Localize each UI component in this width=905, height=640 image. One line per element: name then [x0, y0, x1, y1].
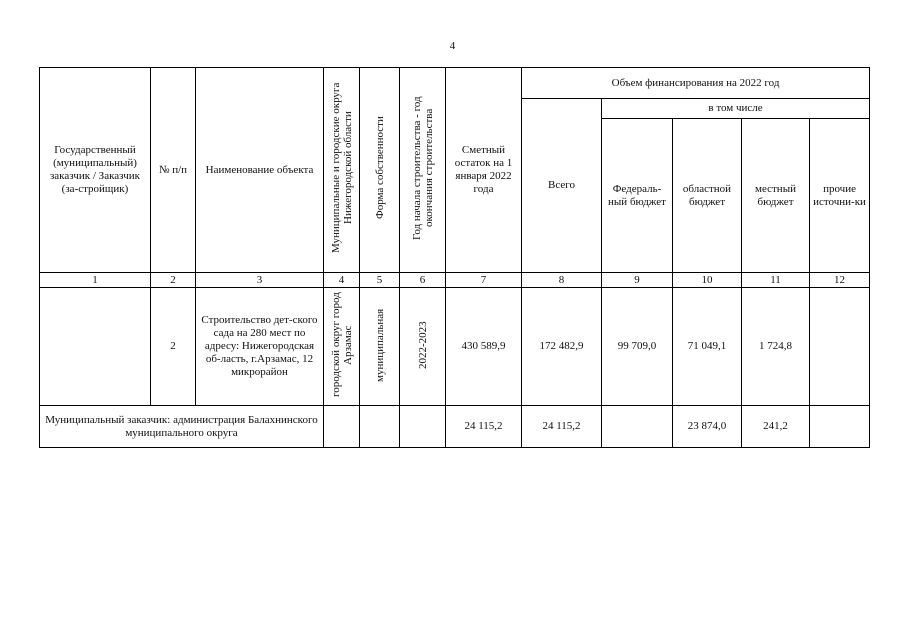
row-ownership: муниципальная: [373, 307, 386, 382]
header-federal: Федераль-ный бюджет: [602, 119, 673, 273]
row-federal: 99 709,0: [602, 288, 673, 406]
summary-total: 24 115,2: [522, 406, 602, 448]
header-regional: областной бюджет: [673, 119, 742, 273]
summary-row: [40, 406, 870, 448]
column-number: 9: [602, 273, 673, 288]
page-number: 4: [449, 40, 456, 52]
header-balance: Сметный остаток на 1 января 2022 года: [446, 68, 522, 273]
column-number: 4: [324, 273, 360, 288]
column-number: 8: [522, 273, 602, 288]
summary-empty: [360, 406, 400, 448]
table-row: [40, 288, 870, 406]
header-including: в том числе: [602, 99, 870, 119]
header-object-name: Наименование объекта: [196, 68, 324, 273]
header-years: Год начала строительства - год окончания строительства: [410, 96, 435, 240]
row-other: [810, 288, 870, 406]
column-number: 2: [151, 273, 196, 288]
header-ownership-cell: [360, 68, 400, 273]
summary-federal: [602, 406, 673, 448]
column-number: 10: [673, 273, 742, 288]
row-years-cell: [400, 288, 446, 406]
summary-empty: [400, 406, 446, 448]
row-balance: 430 589,9: [446, 288, 522, 406]
column-number: 1: [40, 273, 151, 288]
row-regional: 71 049,1: [673, 288, 742, 406]
column-number: 5: [360, 273, 400, 288]
row-number: 2: [151, 288, 196, 406]
column-number: 11: [742, 273, 810, 288]
header-number: № п/п: [151, 68, 196, 273]
header-municipality: Муниципальные и городские округа Нижегородской области: [329, 82, 354, 254]
financing-table: [39, 67, 870, 448]
column-number: 6: [400, 273, 446, 288]
summary-label: Муниципальный заказчик: администрация Балахнинского муниципального округа: [40, 406, 324, 448]
header-local: местный бюджет: [742, 119, 810, 273]
summary-local: 241,2: [742, 406, 810, 448]
row-municipality: городской округ город Арзамас: [329, 292, 354, 397]
summary-other: [810, 406, 870, 448]
row-municipality-cell: [324, 288, 360, 406]
row-object-name: Строительство дет-ского сада на 280 мест по адресу: Нижегородская об-ласть, г.Арзамас, 12 микрорайон: [196, 288, 324, 406]
row-years: 2022-2023: [416, 320, 429, 369]
header-customer: Государственный (муниципальный) заказчик / Заказчик (за-стройщик): [40, 68, 151, 273]
column-number: 12: [810, 273, 870, 288]
row-ownership-cell: [360, 288, 400, 406]
header-years-cell: [400, 68, 446, 273]
column-number: 3: [196, 273, 324, 288]
column-number: 7: [446, 273, 522, 288]
header-municipality-cell: [324, 68, 360, 273]
row-local: 1 724,8: [742, 288, 810, 406]
column-numbers-row: [40, 273, 870, 288]
summary-balance: 24 115,2: [446, 406, 522, 448]
row-customer: [40, 288, 151, 406]
row-total: 172 482,9: [522, 288, 602, 406]
header-funding-group: Объем финансирования на 2022 год: [522, 68, 870, 99]
summary-regional: 23 874,0: [673, 406, 742, 448]
header-other: прочие источни-ки: [810, 119, 870, 273]
summary-empty: [324, 406, 360, 448]
header-ownership: Форма собственности: [373, 116, 386, 220]
header-total: Всего: [522, 99, 602, 273]
